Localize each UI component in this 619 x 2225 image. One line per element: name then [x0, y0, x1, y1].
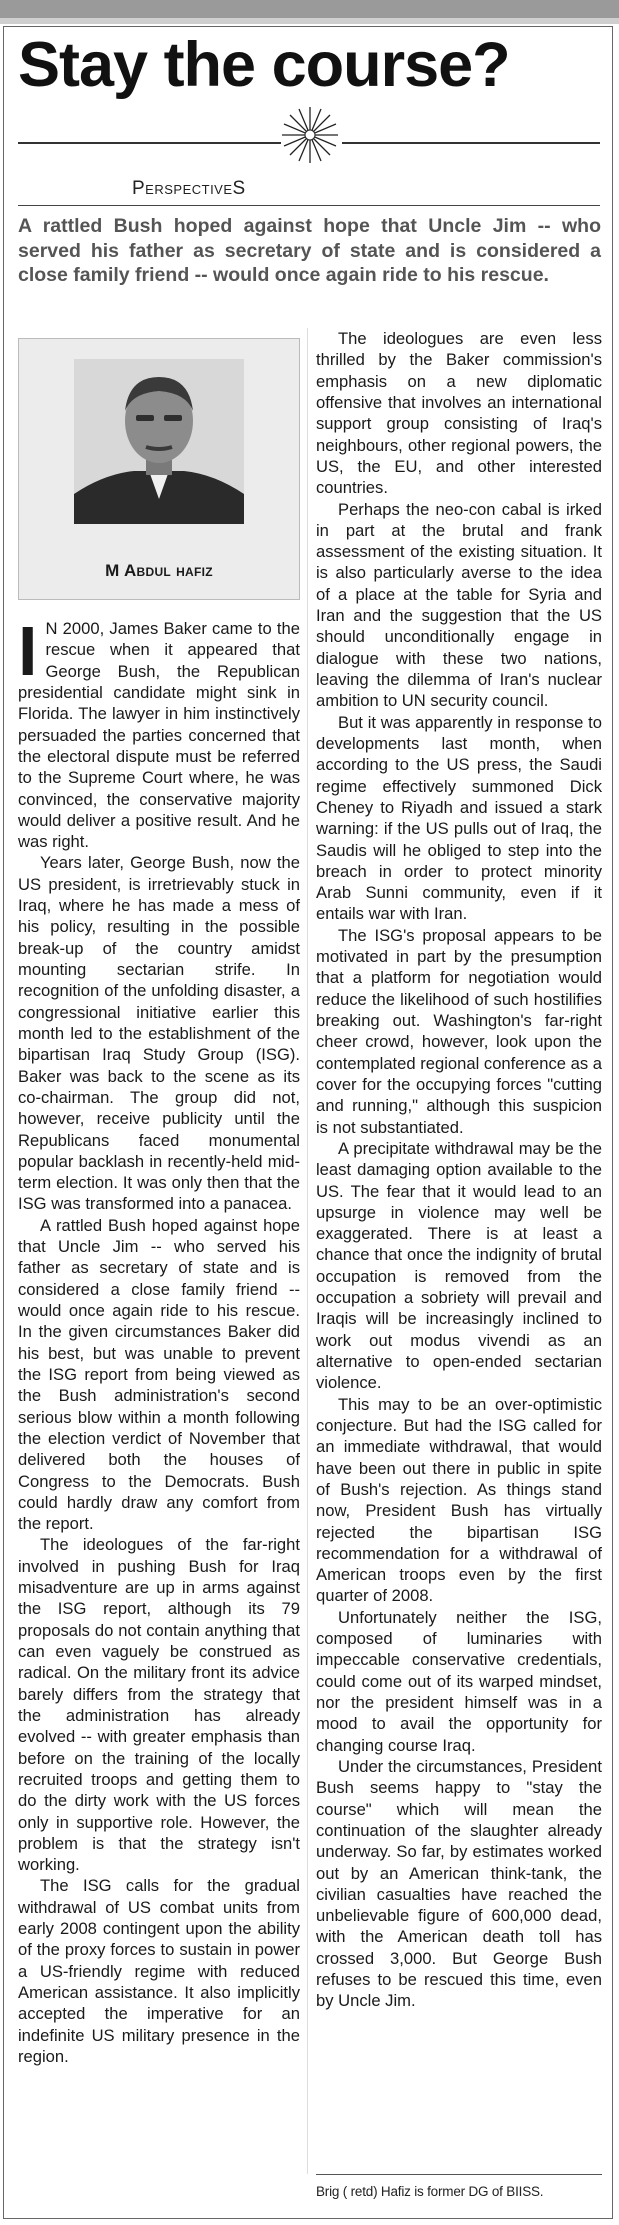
headline-rule-right [342, 142, 600, 144]
credit-rule [316, 2174, 602, 2175]
body-paragraph: Under the circumstances, President Bush seems happy to "stay the course" which will mean the continuation of the slaughter already underway. So far, by estimates worked out by an American think-tank, the civilian casualties have reached the unbelievable figure of 600,000 dead, with the American death toll has crossed 3,000. But George Bush refuses to be rescued this time, even by Uncle Jim. [316, 1756, 602, 2011]
body-column-left [18, 612, 300, 2067]
top-band [0, 0, 619, 18]
body-paragraph: Perhaps the neo-con cabal is irked in part at the brutal and frank assessment of the existing situation. It is also particularly averse to the idea of a place at the table for Syria and Iran and the suggestion that the US should unconditionally engage in dialogue with these two nations, leaving the dilemma of Iran's nuclear ambition to UN security council. [316, 499, 602, 711]
body-paragraph: I N 2000, James Baker came to the rescue when it appeared that George Bush, the Republican presidential candidate might sink in Florida. The lawyer in him instinctively persuaded the parties concerned that the electoral dispute must be referred to the Supreme Court where, he was convinced, the conservative majority would deliver a positive result. And he was right. [18, 612, 300, 852]
headline-rule-left [18, 142, 281, 144]
headline: Stay the course? [18, 30, 510, 100]
starburst-icon [280, 105, 340, 165]
top-band-shade [0, 18, 619, 24]
drop-cap: I [18, 612, 38, 690]
body-paragraph: The ideologues are even less thrilled by the Baker commission's emphasis on a new diplomatic offensive that involves an international support group consisting of Iraq's neighbours, other regional powers, the US, the EU, and other interested countries. [316, 329, 602, 498]
body-paragraph: Unfortunately neither the ISG, composed of luminaries with impeccable conservative credentials, could come out of its warped mindset, nor the president himself was in a mood to avail the opportunity for changing course Iraq. [316, 1607, 602, 1755]
body-paragraph: The ideologues of the far-right involved in pushing Bush for Iraq misadventure are up in arms against the ISG report, although its 79 proposals do not contain anything that can even vaguely be construed as radical. On the military front its advice barely differs from the strategy that the administration has already evolved -- with greater emphasis than before on the training of the locally recruited troops and getting them to do the dirty work with the US forces only in supportive role. However, the problem is that the strategy isn't working. [18, 1535, 300, 1875]
body-paragraph: Years later, George Bush, now the US president, is irretrievably stuck in Iraq, where he has made a mess of his policy, resulting in the possible break-up of the country amidst mounting sectarian strife. In recognition of the unfolding disaster, a congressional initiative earlier this month led to the establishment of the bipartisan Iraq Study Group (ISG). Baker was back to the scene as its co-chairman. The group did not, however, receive publicity until the Republicans faced monumental popular backlash in recently-held mid-term election. It was only then that the ISG was transformed into a panacea. [18, 853, 300, 1214]
deck-summary: A rattled Bush hoped against hope that Uncle Jim -- who served his father as secretary of state and is considered a close family friend -- would once again ride to his rescue. [18, 215, 601, 287]
body-paragraph: The ISG calls for the gradual withdrawal of US combat units from early 2008 contingent upon the ability of the proxy forces to sustain in power a US-friendly regime with reduced American assistance. It also implicitly accepted the imperative for an indefinite US military presence in the region. [18, 1876, 300, 2066]
body-paragraph: This may to be an over-optimistic conjecture. But had the ISG called for an immediate withdrawal, that would have been out there in public in spite of Bush's rejection. As things stand now, President Bush has virtually rejected the bipartisan ISG recommendation for a withdrawal of American troops even by the first quarter of 2008. [316, 1394, 602, 1606]
section-kicker: PerspectiveS [132, 178, 246, 199]
author-portrait-icon [74, 359, 244, 524]
author-credit: Brig ( retd) Hafiz is former DG of BIISS. [316, 2184, 544, 2199]
author-byline: M Abdul hafiz [105, 561, 213, 580]
body-column-right [316, 328, 602, 2012]
body-paragraph: The ISG's proposal appears to be motivated in part by the presumption that a platform for negotiation would reduce the likelihood of such hostilifies breaking out. Washington's far-right cheer crowd, however, look upon the contemplated regional conference as a cover for the occupying forces "cutting and running," although this suspicion is not substantiated. [316, 925, 602, 1137]
body-paragraph: A precipitate withdrawal may be the least damaging option available to the US. The fear that it would lead to an upsurge in violence may well be exaggerated. There is at least a chance that once the indignity of brutal occupation is removed from the occupation a sobriety will prevail and Iraqis will be increasingly inclined to work out modus vivendi as an alternative to open-ended sectarian violence. [316, 1138, 602, 1393]
body-paragraph: A rattled Bush hoped against hope that Uncle Jim -- who served his father as secretary of state and is considered a close family friend -- would once again ride to his rescue. In the given circumstances Baker did his best, but was unable to prevent the ISG report from being viewed as the Bush administration's second serious blow within a month following the election verdict of November that delivered both the houses of Congress to the Democrats. Bush could hardly draw any comfort from the report. [18, 1215, 300, 1534]
column-divider [307, 328, 308, 2174]
kicker-rule [18, 205, 600, 206]
author-box [18, 338, 300, 600]
author-photo [74, 359, 244, 524]
body-paragraph: But it was apparently in response to developments last month, when according to the US press, the Saudi regime effectively summoned Dick Cheney to Riyadh and issued a stark warning: if the US pulls out of Iraq, the Saudis will he obliged to step into the breach in order to protect minority Arab Sunni community, even if it entails war with Iran. [316, 712, 602, 924]
